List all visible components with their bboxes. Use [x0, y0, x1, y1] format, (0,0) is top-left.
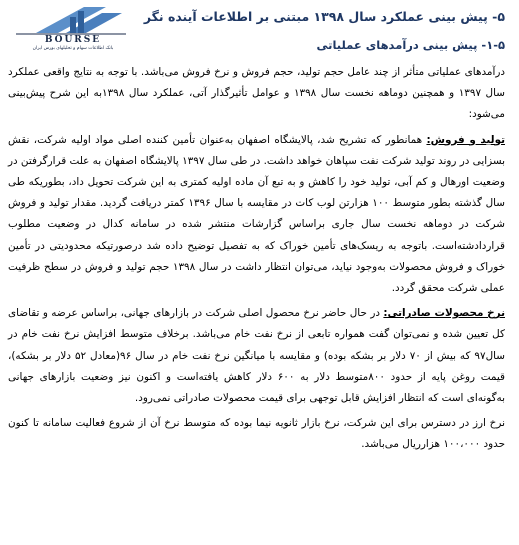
export-paragraph — [8, 303, 505, 409]
logo-wordmark: BOURSE — [44, 35, 102, 45]
subsection-title: ۱-۵- پیش بینی درآمدهای عملیاتی — [316, 38, 505, 52]
intro-paragraph: درآمدهای عملیاتی متأثر از چند عامل حجم تولید، حجم فروش و نرخ فروش می‌باشد. با توجه به نتایج واقعی عملکرد سال ۱۳۹۷ و همچنین دوماهه نخست سال ۱۳۹۸ و عوامل تأثیرگذار آتی، عملکرد سال ۱۳۹۸به این شرح پیش‌بینی می‌شود: — [8, 66, 505, 121]
document-body — [8, 62, 505, 456]
production-heading: تولید و فروش: — [426, 133, 505, 146]
closing-paragraph: نرخ ارز در دسترس برای این شرکت، نرخ بازار ثانویه نیما بوده که متوسط نرخ آن از شروع فعالیت سامانه تا کنون حدود ۱۰۰،۰۰۰ هزارریال می‌باشد. — [8, 417, 505, 451]
production-paragraph — [8, 130, 505, 300]
logo-subtitle: بانک اطلاعات سهام و تحلیلهای بورس ایران — [32, 46, 114, 51]
production-text: همانطور که تشریح شد، پالایشگاه اصفهان به‌عنوان تأمین کننده اصلی مواد اولیه شرکت، نقش بسزایی در روند تولید شرکت نفت سپاهان خواهد داشت. در طی سال ۱۳۹۷ پالایشگاه اصفهان به علت قرارگرفتن در وضعیت اورهال و کم آبی، تولید خود را کاهش و به تبع آن ماده اولیه کمتری به این شرکت تحویل داد، بطوریکه طی سال گذشته بطور متوسط ۱۰۰ هزارتن لوب کات در مقایسه با سال ۱۳۹۶ کمتر دریافت گردید. مقدار تولید و فروش شرکت در دوماهه نخست سال جاری براساس گزارشات منتشر شده در سامانه کدال در وضعیت مطلوب قراردادشته‌است. باتوجه به ریسک‌های تأمین خوراک که به تفصیل توضیح داده شد درصورتیکه محدودیتی در تأمین خوراک و فروش محصولات به‌وجود نیاید، می‌توان انتظار داشت در سال ۱۳۹۸ حجم تولید و فروش در سطح ظرفیت عملی شرکت محقق گردد. — [7, 133, 506, 295]
export-heading: نرخ محصولات صادراتی: — [383, 307, 505, 320]
section-title: ۵- پیش بینی عملکرد سال ۱۳۹۸ مبتنی بر اطلاعات آینده نگر — [143, 9, 505, 24]
bourse-logo — [6, 3, 134, 49]
export-text: در حال حاضر نرخ محصول اصلی شرکت در بازارهای جهانی، براساس عرضه و تقاضای کل تعیین شده و نمی‌توان گفت همواره تابعی از نرخ نفت خام می‌باشد. برخلاف متوسط افزایش نرخ نفت خام در سال۹۷ که بیش از ۷۰ دلار بر بشکه بوده) و مقایسه با میانگین نرخ نفت خام در سال ۹۶(معادل ۵۲ دلار بر بشکه)، قیمت روغن پایه از حدود ۸۰۰متوسط دلار به ۶۰۰ دلار کاهش یافته‌است و اکنون نیز وضعیت بازارهای جهانی به‌گونه‌ای است که انتظار افزایش قابل توجهی برای قیمت محصولات صادراتی نمی‌رود. — [8, 307, 506, 405]
